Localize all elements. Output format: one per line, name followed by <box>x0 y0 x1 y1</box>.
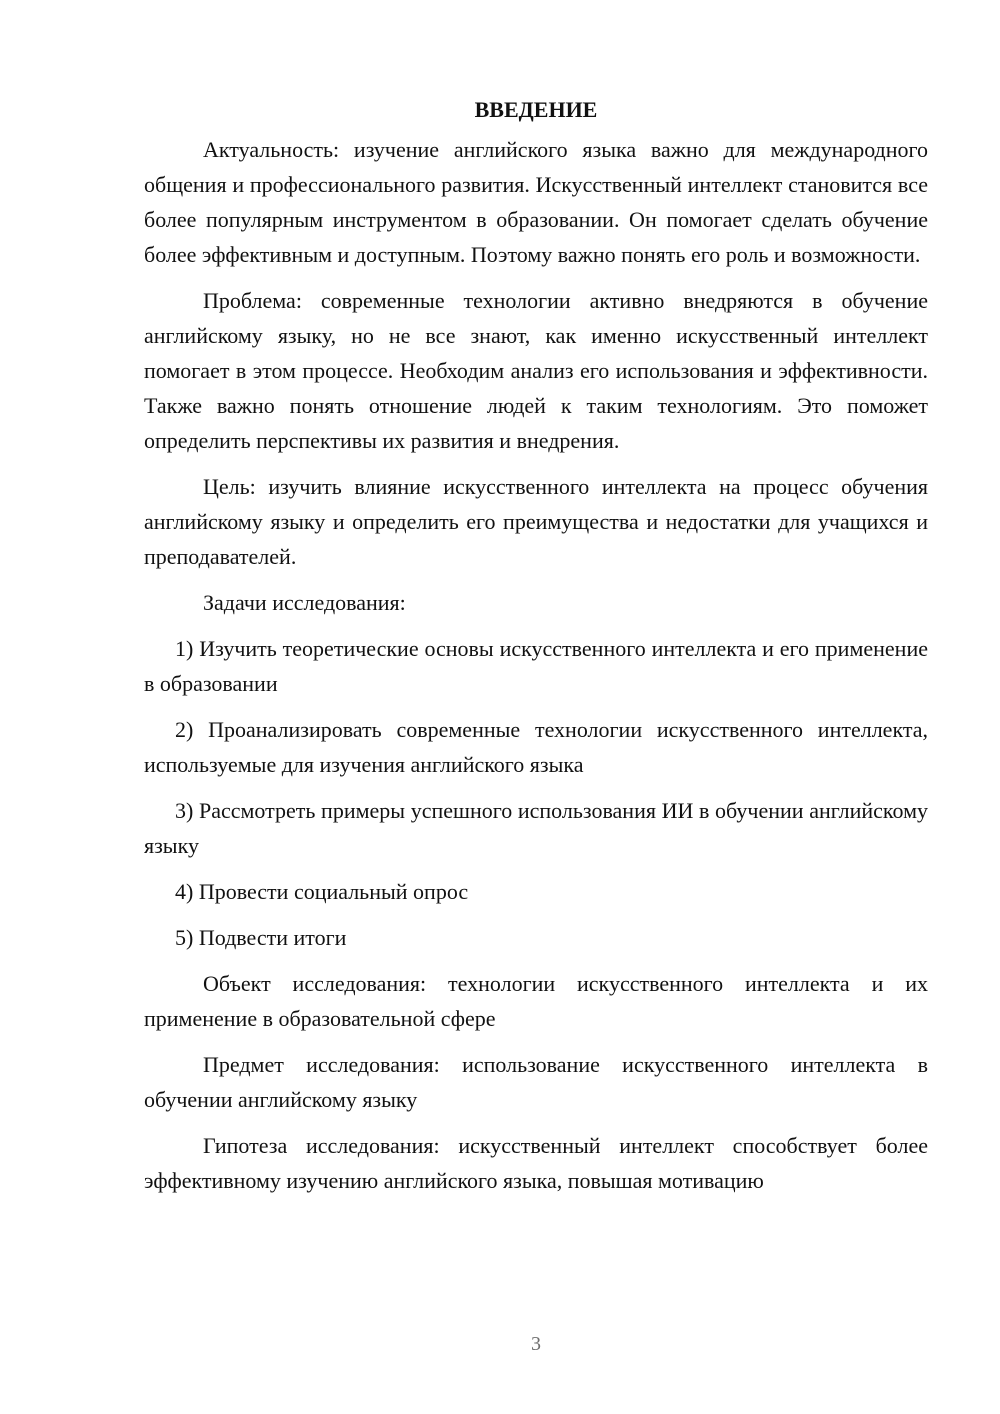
task-item-3: 3) Рассмотреть примеры успешного использования ИИ в обучении английскому языку <box>144 798 928 858</box>
task-item-5: 5) Подвести итоги <box>175 925 347 950</box>
task-item-2: 2) Проанализировать современные технологии искусственного интеллекта, используемые для изучения английского языка <box>144 717 928 777</box>
paragraph-goal: Цель: изучить влияние искусственного интеллекта на процесс обучения английскому языку и определить его преимущества и недостатки для учащихся и преподавателей. <box>144 474 928 569</box>
paragraph-hypothesis: Гипотеза исследования: искусственный интеллект способствует более эффективному изучению английского языка, повышая мотивацию <box>144 1133 928 1193</box>
paragraph-tasks-heading: Задачи исследования: <box>203 590 406 615</box>
page-number: 3 <box>531 1333 541 1355</box>
section-heading: ВВЕДЕНИЕ <box>474 97 598 122</box>
paragraph-subject: Предмет исследования: использование искусственного интеллекта в обучении английскому языку <box>144 1052 928 1112</box>
document-page <box>144 92 928 1209</box>
task-item-4: 4) Провести социальный опрос <box>175 879 469 904</box>
paragraph-object: Объект исследования: технологии искусственного интеллекта и их применение в образовательной сфере <box>144 971 928 1031</box>
task-item-1: 1) Изучить теоретические основы искусственного интеллекта и его применение в образовании <box>144 636 928 696</box>
paragraph-relevance: Актуальность: изучение английского языка важно для международного общения и профессионального развития. Искусственный интеллект становится все более популярным инструментом в образовании. Он помогает сделать обучение более эффективным и доступным. Поэтому важно понять его роль и возможности. <box>144 137 928 267</box>
paragraph-problem: Проблема: современные технологии активно внедряются в обучение английскому языку, но не все знают, как именно искусственный интеллект помогает в этом процессе. Необходим анализ его использования и эффективности. Также важно понять отношение людей к таким технологиям. Это поможет определить перспективы их развития и внедрения. <box>144 288 928 453</box>
